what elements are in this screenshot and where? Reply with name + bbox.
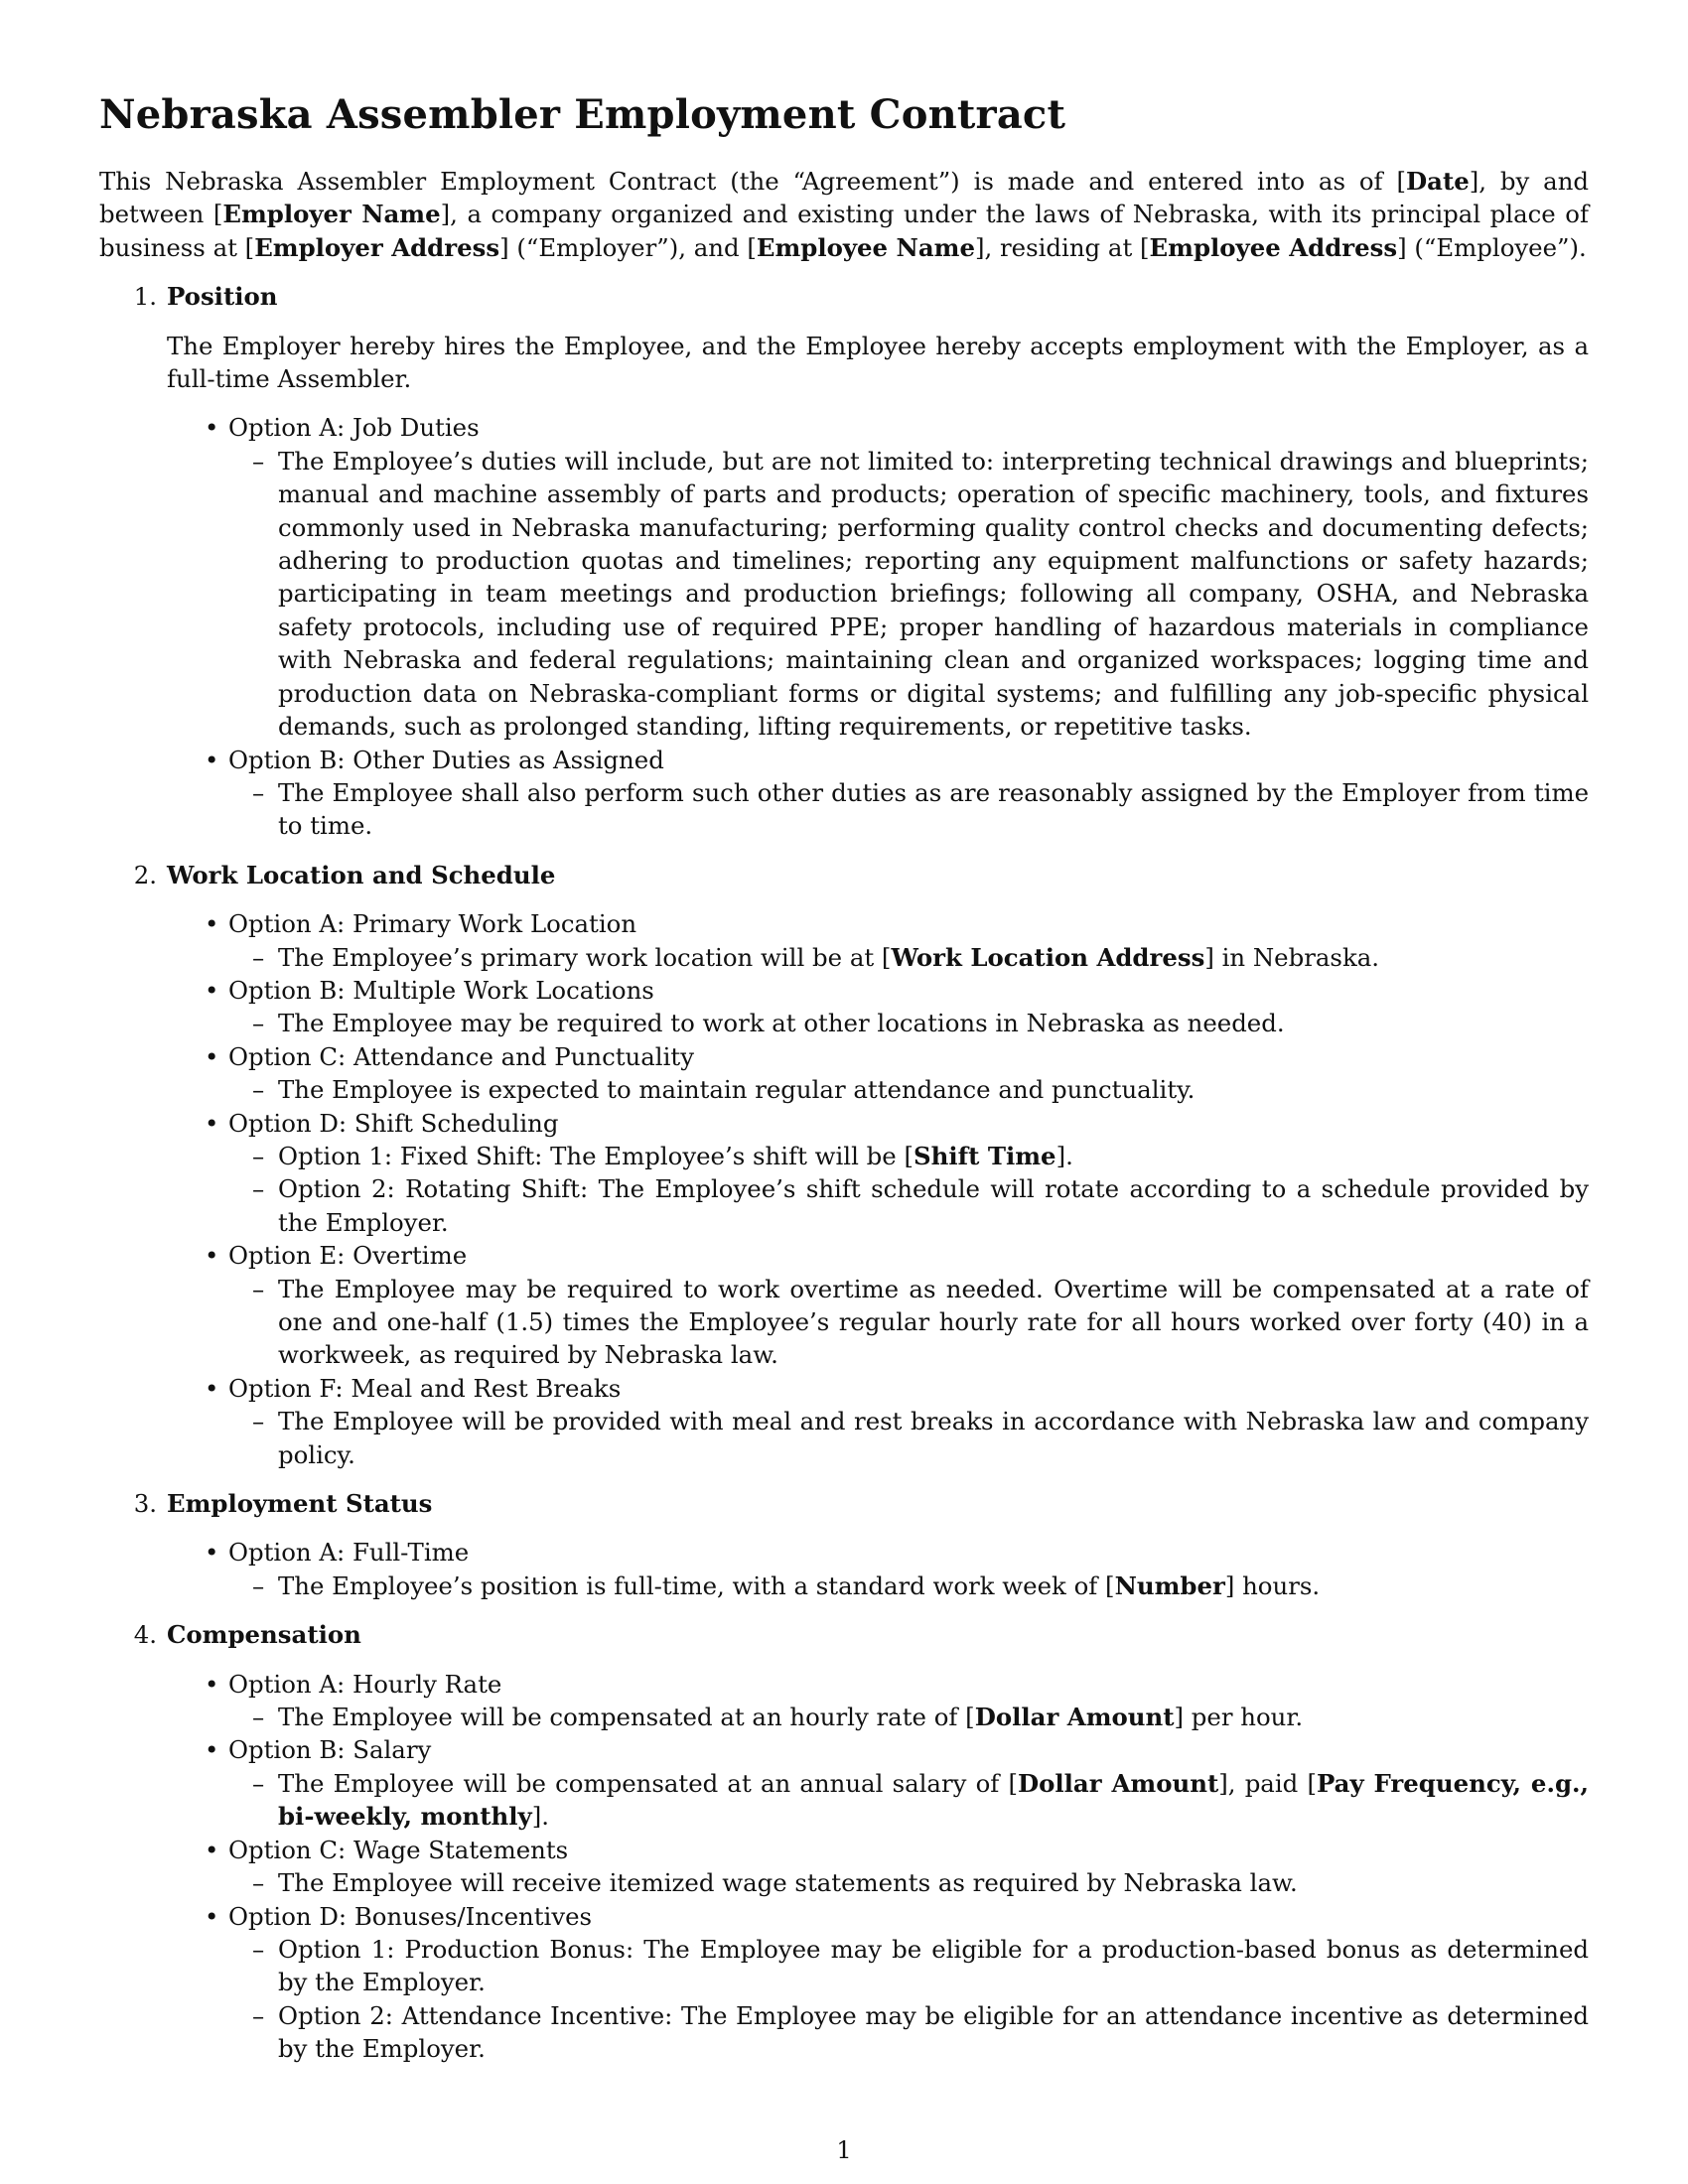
option-label: Option C: Attendance and Punctuality bbox=[228, 1041, 694, 1071]
intro-paragraph bbox=[99, 165, 1589, 264]
option-item bbox=[228, 1733, 1589, 1833]
sub-item: – Option 2: Rotating Shift: The Employee’s shift schedule will rotate according to a schedule provided by the Employer. bbox=[278, 1172, 1589, 1239]
sub-text: ] per hour. bbox=[1174, 1703, 1304, 1732]
sub-item: – The Employee will be provided with meal and rest breaks in accordance with Nebraska law and company policy. bbox=[278, 1405, 1589, 1471]
option-item bbox=[228, 1040, 1589, 1107]
option-label: Option A: Hourly Rate bbox=[228, 1669, 502, 1699]
intro-text: ] (“Employee”). bbox=[1397, 232, 1587, 262]
sub-text: ]. bbox=[1055, 1141, 1073, 1170]
option-list bbox=[167, 1668, 1589, 2066]
placeholder-shift-time: Shift Time bbox=[913, 1141, 1056, 1170]
sub-text: ] in Nebraska. bbox=[1204, 942, 1380, 972]
placeholder-dollar-amount: Dollar Amount bbox=[974, 1703, 1175, 1732]
intro-text: ], by and between [ bbox=[99, 167, 1590, 229]
option-list bbox=[167, 411, 1589, 842]
sub-list bbox=[228, 1701, 1589, 1733]
sub-item: – Option 1: Production Bonus: The Employee may be eligible for a production-based bonus as determined by the Employer. bbox=[278, 1933, 1589, 1999]
placeholder-employee-address: Employee Address bbox=[1149, 232, 1398, 262]
sub-list bbox=[228, 1273, 1589, 1372]
sub-text: The Employee will be compensated at an hourly rate of [ bbox=[278, 1703, 975, 1732]
option-item bbox=[228, 1900, 1589, 2066]
option-label: Option B: Salary bbox=[228, 1735, 432, 1765]
sub-item bbox=[278, 1570, 1589, 1602]
intro-text: ] (“Employer”), and [ bbox=[499, 232, 757, 262]
sub-list bbox=[228, 1140, 1589, 1239]
section-body bbox=[167, 1668, 1589, 2066]
sub-item bbox=[278, 941, 1589, 974]
option-label: Option D: Bonuses/Incentives bbox=[228, 1901, 593, 1931]
placeholder-pay-frequency: Pay Frequency, e.g., bi-weekly, monthly bbox=[278, 1768, 1589, 1832]
sub-text: ]. bbox=[531, 1802, 549, 1832]
section-heading bbox=[99, 280, 1589, 313]
sub-item: – The Employee shall also perform such other duties as are reasonably assigned by the Employer from time to time. bbox=[278, 776, 1589, 843]
section-compensation bbox=[99, 1618, 1589, 2065]
sub-item: – The Employee’s duties will include, but are not limited to: interpreting technical drawings and blueprints; manual and machine assembly of parts and products; operation of specific machinery, tools, and fixtures commonly used in Nebraska manufacturing; performing quality control checks and documenting defects; adhering to production quotas and timelines; reporting any equipment malfunctions or safety hazards; participating in team meetings and production briefings; following all company, OSHA, and Nebraska safety protocols, including use of required PPE; proper handling of hazardous materials in compliance with Nebraska and federal regulations; maintaining clean and organized workspaces; logging time and production data on Nebraska-compliant forms or digital systems; and fulfilling any job-specific physical demands, such as prolonged standing, lifting requirements, or repetitive tasks. bbox=[278, 445, 1589, 744]
intro-text: This Nebraska Assembler Employment Contract (the “Agreement”) is made and entered into as of [ bbox=[99, 167, 1406, 196]
intro-text: ], a company organized and existing under the laws of Nebraska, with its principal place of business at [ bbox=[99, 200, 1589, 262]
sub-text: ] hours. bbox=[1224, 1570, 1321, 1600]
section-number: 4. bbox=[133, 1620, 157, 1650]
section-heading bbox=[99, 1618, 1589, 1651]
option-label: Option A: Full-Time bbox=[228, 1538, 470, 1568]
sub-item bbox=[278, 1140, 1589, 1172]
option-label: Option F: Meal and Rest Breaks bbox=[228, 1373, 622, 1403]
sub-item: – The Employee is expected to maintain regular attendance and punctuality. bbox=[278, 1073, 1589, 1106]
section-employment-status bbox=[99, 1487, 1589, 1602]
option-item bbox=[228, 1668, 1589, 1734]
option-item bbox=[228, 974, 1589, 1040]
section-number: 3. bbox=[133, 1489, 157, 1519]
sub-list bbox=[228, 1933, 1589, 2066]
sub-item bbox=[278, 1767, 1589, 1834]
sub-list bbox=[228, 1073, 1589, 1106]
option-item bbox=[228, 744, 1589, 843]
option-item bbox=[228, 411, 1589, 743]
option-label: Option C: Wage Statements bbox=[228, 1835, 569, 1864]
placeholder-employee-name: Employee Name bbox=[756, 232, 975, 262]
sub-text: The Employee’s position is full-time, with a standard work week of [ bbox=[278, 1570, 1115, 1600]
option-label: Option D: Shift Scheduling bbox=[228, 1108, 559, 1138]
option-item bbox=[228, 1372, 1589, 1471]
section-title: Employment Status bbox=[167, 1489, 433, 1519]
option-label: Option B: Other Duties as Assigned bbox=[228, 745, 664, 774]
section-body bbox=[167, 1536, 1589, 1602]
option-item bbox=[228, 1834, 1589, 1900]
sub-list bbox=[228, 941, 1589, 974]
option-item bbox=[228, 1536, 1589, 1602]
document-title: Nebraska Assembler Employment Contract bbox=[99, 91, 1066, 138]
sub-text: Option 1: Fixed Shift: The Employee’s shift will be [ bbox=[278, 1141, 914, 1170]
sub-list bbox=[228, 776, 1589, 843]
option-list bbox=[167, 1536, 1589, 1602]
option-item bbox=[228, 1239, 1589, 1372]
placeholder-work-location: Work Location Address bbox=[891, 942, 1205, 972]
sub-item: – The Employee may be required to work overtime as needed. Overtime will be compensated at a rate of one and one-half (1.5) times the Employee’s regular hourly rate for all hours worked over forty (40) in a workweek, as required by Nebraska law. bbox=[278, 1273, 1589, 1372]
section-number: 2. bbox=[133, 860, 157, 889]
option-label: Option A: Primary Work Location bbox=[228, 909, 637, 939]
sub-text: The Employee’s primary work location will be at [ bbox=[278, 942, 892, 972]
section-work-location bbox=[99, 859, 1589, 1471]
intro-text: ], residing at [ bbox=[975, 232, 1150, 262]
option-label: Option B: Multiple Work Locations bbox=[228, 975, 654, 1005]
section-title: Work Location and Schedule bbox=[167, 860, 556, 889]
placeholder-employer-name: Employer Name bbox=[222, 200, 441, 229]
sub-list bbox=[228, 1767, 1589, 1834]
section-body bbox=[167, 330, 1589, 843]
section-title: Compensation bbox=[167, 1620, 361, 1650]
section-heading bbox=[99, 1487, 1589, 1520]
page-number: 1 bbox=[836, 2136, 852, 2164]
placeholder-dollar-amount: Dollar Amount bbox=[1017, 1768, 1219, 1798]
option-label: Option E: Overtime bbox=[228, 1241, 468, 1271]
sub-item bbox=[278, 1701, 1589, 1733]
sub-item: – The Employee may be required to work at other locations in Nebraska as needed. bbox=[278, 1007, 1589, 1039]
section-heading bbox=[99, 859, 1589, 891]
option-item bbox=[228, 907, 1589, 974]
option-item bbox=[228, 1107, 1589, 1240]
sub-item: – Option 2: Attendance Incentive: The Employee may be eligible for an attendance incentive as determined by the Employer. bbox=[278, 1999, 1589, 2066]
section-body bbox=[167, 907, 1589, 1471]
placeholder-date: Date bbox=[1405, 167, 1470, 196]
option-label: Option A: Job Duties bbox=[228, 413, 480, 443]
sub-text: The Employee will be compensated at an annual salary of [ bbox=[278, 1768, 1018, 1798]
option-list bbox=[167, 907, 1589, 1471]
document-page bbox=[99, 79, 1589, 2066]
section-position bbox=[99, 280, 1589, 843]
section-text: The Employer hereby hires the Employee, and the Employee hereby accepts employment with the Employer, as a full-time Assembler. bbox=[167, 331, 1589, 394]
section-number: 1. bbox=[133, 282, 157, 312]
sub-item: – The Employee will receive itemized wage statements as required by Nebraska law. bbox=[278, 1866, 1589, 1899]
placeholder-employer-address: Employer Address bbox=[254, 232, 500, 262]
sub-text: ], paid [ bbox=[1218, 1768, 1317, 1798]
sub-list bbox=[228, 1405, 1589, 1471]
sub-list bbox=[228, 445, 1589, 744]
sub-list bbox=[228, 1866, 1589, 1899]
sub-list bbox=[228, 1570, 1589, 1602]
placeholder-number: Number bbox=[1114, 1570, 1225, 1600]
section-title: Position bbox=[167, 282, 278, 312]
sub-list bbox=[228, 1007, 1589, 1039]
